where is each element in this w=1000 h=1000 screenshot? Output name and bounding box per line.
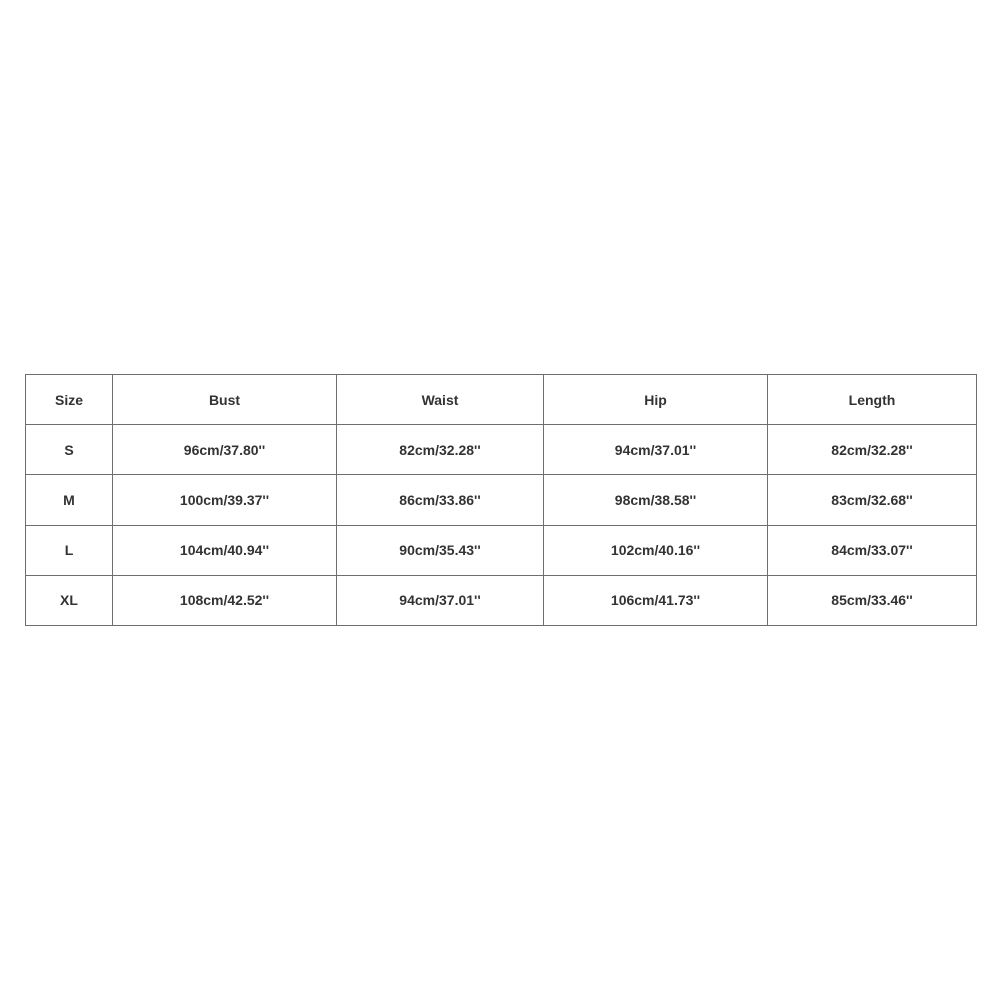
- length-cell: 83cm/32.68'': [768, 475, 977, 525]
- waist-cell: 94cm/37.01'': [337, 575, 544, 625]
- table-row: [26, 475, 977, 525]
- length-cell: 84cm/33.07'': [768, 525, 977, 575]
- hip-cell: 106cm/41.73'': [544, 575, 768, 625]
- header-hip: Hip: [544, 375, 768, 425]
- bust-cell: 100cm/39.37'': [113, 475, 337, 525]
- size-cell: L: [26, 525, 113, 575]
- size-cell: XL: [26, 575, 113, 625]
- length-cell: 85cm/33.46'': [768, 575, 977, 625]
- header-size: Size: [26, 375, 113, 425]
- table-row: [26, 575, 977, 625]
- hip-cell: 94cm/37.01'': [544, 425, 768, 475]
- header-bust: Bust: [113, 375, 337, 425]
- size-chart-table: [25, 374, 977, 626]
- waist-cell: 90cm/35.43'': [337, 525, 544, 575]
- waist-cell: 82cm/32.28'': [337, 425, 544, 475]
- table-row: [26, 425, 977, 475]
- size-cell: M: [26, 475, 113, 525]
- hip-cell: 102cm/40.16'': [544, 525, 768, 575]
- bust-cell: 96cm/37.80'': [113, 425, 337, 475]
- header-waist: Waist: [337, 375, 544, 425]
- length-cell: 82cm/32.28'': [768, 425, 977, 475]
- table-row: [26, 525, 977, 575]
- hip-cell: 98cm/38.58'': [544, 475, 768, 525]
- size-cell: S: [26, 425, 113, 475]
- header-length: Length: [768, 375, 977, 425]
- header-row: [26, 375, 977, 425]
- bust-cell: 104cm/40.94'': [113, 525, 337, 575]
- bust-cell: 108cm/42.52'': [113, 575, 337, 625]
- waist-cell: 86cm/33.86'': [337, 475, 544, 525]
